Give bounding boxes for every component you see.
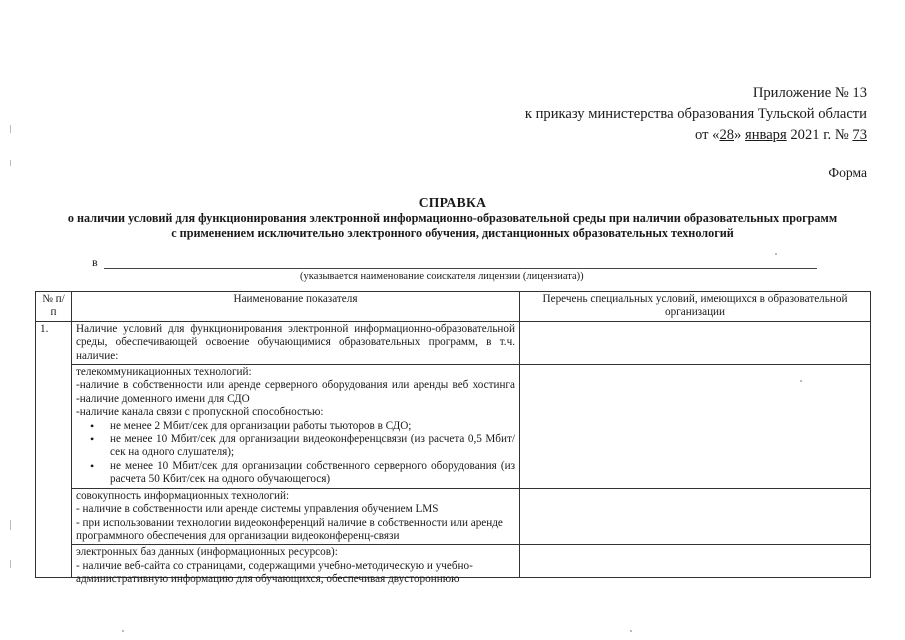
order-date-line bbox=[525, 125, 867, 146]
conditions-table bbox=[35, 291, 871, 586]
table-row bbox=[36, 321, 871, 364]
database-conditions-cell bbox=[520, 545, 871, 578]
date-day: 28 bbox=[719, 127, 735, 143]
row-number: 1. bbox=[36, 321, 72, 578]
applicant-name-line bbox=[104, 268, 817, 269]
header-indicator-name: Наименование показателя bbox=[72, 292, 520, 322]
scan-mark bbox=[10, 520, 11, 530]
list-item: • не менее 2 Мбит/сек для организации работы тьюторов в СДО; bbox=[110, 420, 515, 433]
bandwidth-list bbox=[76, 420, 515, 487]
scan-mark bbox=[10, 160, 11, 166]
table-header-row bbox=[36, 292, 871, 322]
info-title: совокупность информационных технологий: bbox=[76, 489, 290, 502]
db-title: электронных баз данных (информационных ресурсов): bbox=[76, 546, 338, 559]
applicant-caption: (указывается наименование соискателя лицензии (лицензиата)) bbox=[300, 271, 584, 282]
order-reference: к приказу министерства образования Тульской области bbox=[524, 106, 867, 122]
appendix-number: Приложение № 13 bbox=[752, 85, 867, 101]
info-lms: - наличие в собственности или аренде системы управления обучением LMS bbox=[76, 503, 439, 516]
document-title bbox=[30, 195, 875, 240]
database-cell bbox=[72, 545, 520, 586]
title-main: СПРАВКА bbox=[418, 195, 487, 210]
telecom-server bbox=[76, 379, 515, 392]
form-label: Форма bbox=[828, 165, 867, 180]
table-row bbox=[36, 545, 871, 578]
telecom-title: телекоммуникационных технологий: bbox=[76, 366, 252, 379]
header-num: № п/п bbox=[36, 292, 72, 322]
date-year: 2021 г. № bbox=[786, 127, 853, 143]
table-row bbox=[36, 488, 871, 545]
appendix-header bbox=[525, 83, 867, 146]
scan-mark bbox=[775, 253, 777, 255]
info-conditions-cell bbox=[520, 488, 871, 545]
telecom-domain: -наличие доменного имени для СДО bbox=[76, 392, 250, 405]
table-row bbox=[36, 365, 871, 489]
header-conditions-list: Перечень специальных условий, имеющихся в образовательной организации bbox=[520, 292, 871, 322]
database-content bbox=[76, 546, 515, 586]
row-intro-text bbox=[72, 321, 520, 364]
intro-text: Наличие условий для функционирования электронной информационно-образовательной среды, обеспечивающей освоение обучающимися образовательных программ, в т.ч. наличие: bbox=[76, 322, 515, 362]
title-line-2: с применением исключительно электронного обучения, дистанционных образовательных технологий bbox=[171, 225, 734, 240]
intro-conditions-cell bbox=[520, 321, 871, 364]
telecom-server-text: -наличие в собственности или аренде серверного оборудования или аренды веб хостинга bbox=[76, 379, 515, 392]
telecom-cell bbox=[72, 365, 520, 489]
date-month: января bbox=[744, 127, 787, 143]
scan-mark bbox=[10, 125, 11, 133]
list-item: • не менее 10 Мбит/сек для организации собственного серверного оборудования (из расчета 50 Кбит/сек на одного обучающегося) bbox=[110, 460, 515, 487]
list-item: • не менее 10 Мбит/сек для организации видеоконференцсвязи (из расчета 0,5 Мбит/сек на одного слушателя); bbox=[110, 433, 515, 460]
date-mid: » bbox=[734, 127, 745, 143]
info-video: - при использовании технологии видеоконференций наличие в собственности или аренде программного обеспечения для организации видеоконференц-связи bbox=[76, 516, 503, 542]
applicant-prefix: в bbox=[92, 255, 98, 269]
date-prefix: от « bbox=[695, 127, 720, 143]
info-tech-cell bbox=[72, 488, 520, 545]
db-site: - наличие веб-сайта со страницами, содержащими учебно-методическую и учебно-административную информацию для обучающихся, обеспечивая двустороннюю bbox=[76, 559, 473, 586]
scan-mark bbox=[10, 560, 11, 568]
telecom-channel: -наличие канала связи с пропускной способностью: bbox=[76, 406, 324, 419]
scan-mark bbox=[800, 380, 802, 382]
telecom-conditions-cell bbox=[520, 365, 871, 489]
order-number: 73 bbox=[852, 127, 867, 143]
scan-mark bbox=[122, 630, 124, 632]
scan-mark bbox=[630, 630, 632, 632]
title-line-1: о наличии условий для функционирования электронной информационно-образовательной среды при наличии образовательных программ bbox=[67, 211, 838, 225]
